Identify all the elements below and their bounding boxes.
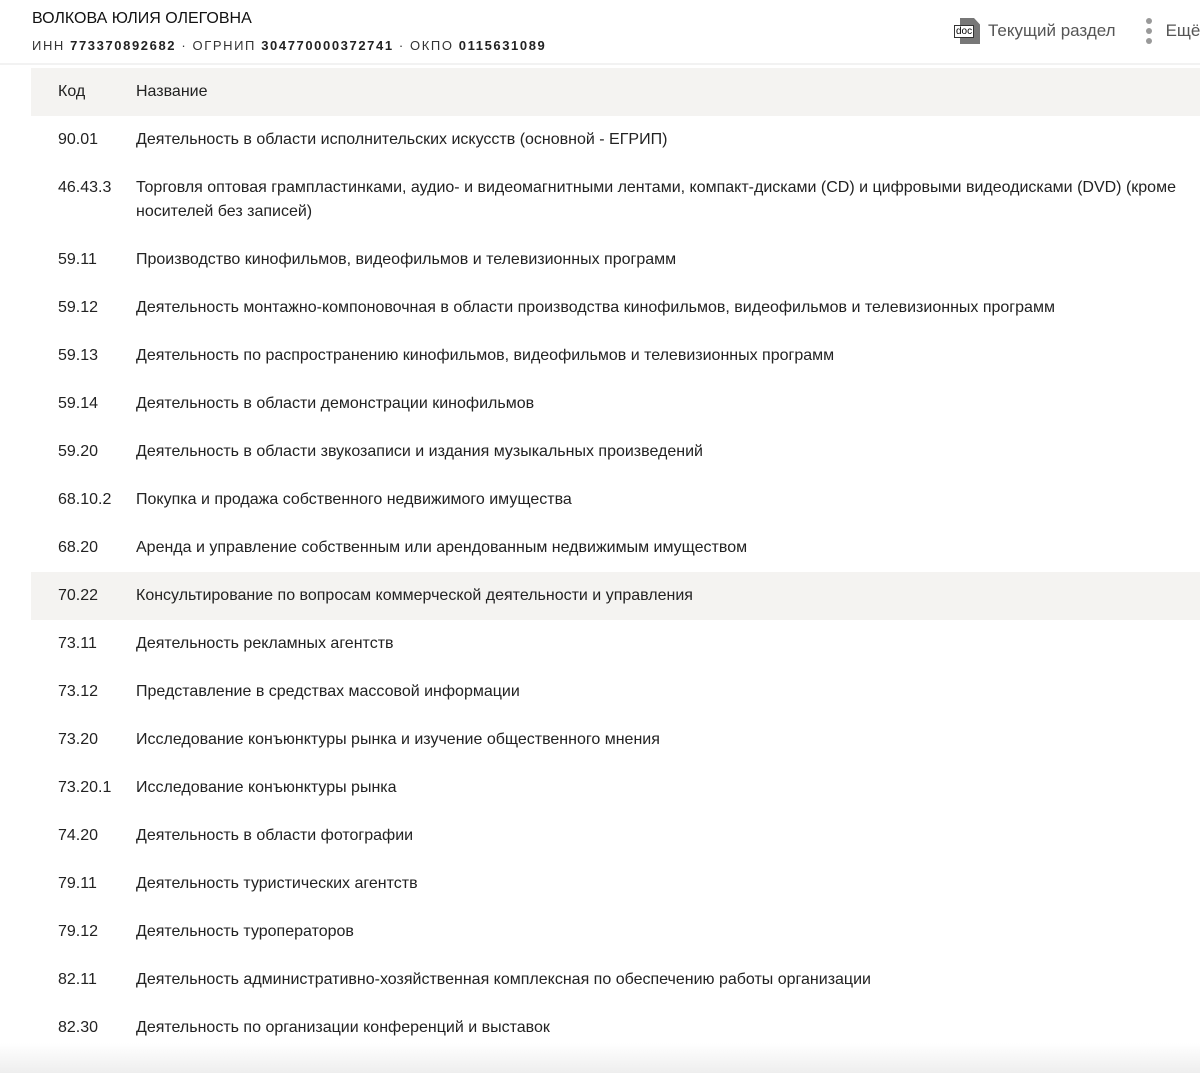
row-title: Покупка и продажа собственного недвижимого имущества: [136, 491, 572, 508]
row-title: Консультирование по вопросам коммерческой деятельности и управления: [136, 587, 693, 604]
table-row: [31, 524, 1200, 572]
row-code: 59.13: [58, 347, 99, 364]
row-title: Исследование конъюнктуры рынка и изучение общественного мнения: [136, 731, 660, 748]
table-row: [31, 764, 1200, 812]
table-row: [31, 860, 1200, 908]
row-title: Торговля оптовая грампластинками, аудио- и видеомагнитными лентами, компакт-дисками (CD) и цифровыми видеодисками (DVD) (кроме носителей без записей): [136, 179, 1176, 220]
row-code: 70.22: [58, 587, 99, 604]
row-code: 59.11: [58, 251, 97, 268]
table-row: [31, 116, 1200, 164]
row-title: Деятельность в области фотографии: [136, 827, 414, 844]
row-title: Деятельность монтажно-компоновочная в области производства кинофильмов, видеофильмов и телевизионных программ: [136, 299, 1055, 316]
row-code: 68.10.2: [58, 491, 112, 508]
more-vertical-icon[interactable]: [1146, 18, 1152, 44]
row-code: 90.01: [58, 131, 99, 148]
table-row: [31, 332, 1200, 380]
table-row: [31, 428, 1200, 476]
table-row: [31, 908, 1200, 956]
row-code: 46.43.3: [58, 179, 112, 196]
row-code: 73.20: [58, 731, 99, 748]
row-code: 79.11: [58, 875, 97, 892]
row-title: Деятельность в области исполнительских искусств (основной - ЕГРИП): [136, 131, 668, 148]
row-title: Деятельность туроператоров: [136, 923, 354, 940]
current-section-label: Текущий раздел: [988, 21, 1116, 40]
okved-table: [31, 68, 1200, 1052]
table-row: [31, 380, 1200, 428]
row-code: 73.12: [58, 683, 99, 700]
row-code: 82.11: [58, 971, 97, 988]
inn-label: ИНН: [32, 38, 65, 53]
ogrnip-label: ОГРНИП: [192, 38, 256, 53]
row-code: 59.14: [58, 395, 99, 412]
row-title: Деятельность по организации конференций и выставок: [136, 1019, 550, 1036]
row-code: 68.20: [58, 539, 99, 556]
table-row: [31, 812, 1200, 860]
doc-icon: doc: [954, 18, 980, 44]
bottom-fade: [0, 1043, 1200, 1073]
separator: ·: [398, 38, 405, 53]
table-row: [31, 668, 1200, 716]
column-header-title: Название: [136, 83, 208, 100]
okpo-value: 0115631089: [458, 38, 547, 53]
table-header: [31, 68, 1200, 116]
table-row: [31, 620, 1200, 668]
row-title: Аренда и управление собственным или арендованным недвижимым имуществом: [136, 539, 748, 556]
table-row: [31, 716, 1200, 764]
table-row: [31, 956, 1200, 1004]
company-identifiers: [32, 38, 546, 53]
company-name: ВОЛКОВА ЮЛИЯ ОЛЕГОВНА: [32, 10, 252, 27]
table-row: [31, 164, 1200, 236]
current-section-button[interactable]: [954, 18, 1116, 44]
row-code: 74.20: [58, 827, 99, 844]
row-title: Представление в средствах массовой информации: [136, 683, 520, 700]
row-title: Деятельность рекламных агентств: [136, 635, 394, 652]
row-title: Деятельность в области звукозаписи и издания музыкальных произведений: [136, 443, 703, 460]
row-title: Деятельность в области демонстрации кинофильмов: [136, 395, 535, 412]
row-code: 59.20: [58, 443, 99, 460]
company-header: [0, 0, 1200, 65]
ogrnip-value: 304770000372741: [261, 38, 394, 53]
table-row: [31, 572, 1200, 620]
row-title: Деятельность по распространению кинофильмов, видеофильмов и телевизионных программ: [136, 347, 835, 364]
separator: ·: [181, 38, 188, 53]
row-code: 79.12: [58, 923, 99, 940]
table-row: [31, 284, 1200, 332]
okpo-label: ОКПО: [410, 38, 454, 53]
row-code: 82.30: [58, 1019, 99, 1036]
row-title: Деятельность административно-хозяйственная комплексная по обеспечению работы организации: [136, 971, 871, 988]
row-title: Исследование конъюнктуры рынка: [136, 779, 397, 796]
row-code: 59.12: [58, 299, 99, 316]
row-code: 73.11: [58, 635, 97, 652]
row-title: Производство кинофильмов, видеофильмов и телевизионных программ: [136, 251, 677, 268]
column-header-code: Код: [58, 83, 86, 100]
more-button[interactable]: Ещё: [1165, 21, 1200, 40]
row-code: 73.20.1: [58, 779, 112, 796]
inn-value: 773370892682: [70, 38, 177, 53]
row-title: Деятельность туристических агентств: [136, 875, 418, 892]
table-row: [31, 236, 1200, 284]
table-row: [31, 476, 1200, 524]
